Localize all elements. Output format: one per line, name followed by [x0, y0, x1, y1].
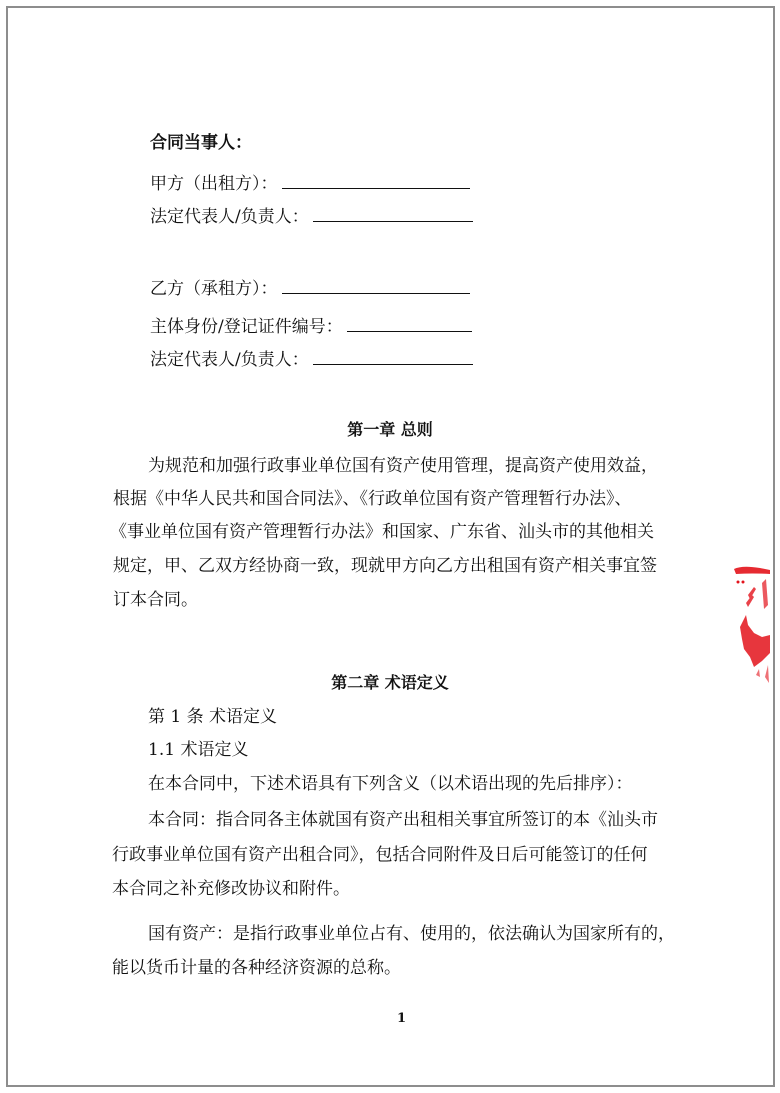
chapter1-title: 第一章 总则	[347, 420, 433, 439]
article-1-heading: 第 1 条 术语定义	[148, 707, 278, 727]
party-a-label: 甲方（出租方）：	[150, 174, 278, 194]
party-b-rep-label: 法定代表人/负责人：	[150, 350, 309, 370]
definition-state-assets-line-1: 国有资产：是指行政事业单位占有、使用的，依法确认为国家所有的，	[148, 924, 675, 944]
party-a-row	[150, 172, 470, 194]
definition-contract-line-1: 本合同：指合同各主体就国有资产出租相关事宜所签订的本《汕头市	[148, 810, 658, 830]
chapter1-line-3: 《事业单位国有资产管理暂行办法》和国家、广东省、汕头市的其他相关	[110, 522, 654, 542]
party-a-rep-blank[interactable]	[313, 205, 473, 222]
party-a-rep-label: 法定代表人/负责人：	[150, 207, 309, 227]
party-b-label: 乙方（承租方）：	[150, 279, 278, 299]
chapter2-title: 第二章 术语定义	[331, 673, 449, 692]
section-1-1-heading: 1.1 术语定义	[148, 740, 249, 760]
party-a-blank[interactable]	[282, 172, 470, 189]
chapter1-line-4: 规定，甲、乙双方经协商一致，现就甲方向乙方出租国有资产相关事宜签	[113, 556, 657, 576]
chapter1-line-2: 根据《中华人民共和国合同法》、《行政单位国有资产管理暂行办法》、	[113, 489, 632, 509]
chapter1-line-1: 为规范和加强行政事业单位国有资产使用管理，提高资产使用效益，	[148, 456, 658, 476]
party-b-rep-row	[150, 348, 473, 370]
party-b-row	[150, 277, 470, 299]
party-b-id-row	[150, 315, 472, 337]
party-b-blank[interactable]	[282, 277, 470, 294]
page-number: 1	[397, 1011, 407, 1026]
definition-state-assets-line-2: 能以货币计量的各种经济资源的总称。	[112, 958, 401, 978]
party-b-id-blank[interactable]	[347, 315, 472, 332]
party-b-id-label: 主体身份/登记证件编号：	[150, 317, 343, 337]
definition-contract-line-3: 本合同之补充修改协议和附件。	[112, 879, 350, 899]
party-b-rep-blank[interactable]	[313, 348, 473, 365]
party-a-rep-row	[150, 205, 473, 227]
chapter1-line-5: 订本合同。	[113, 590, 198, 610]
definitions-intro: 在本合同中，下述术语具有下列含义（以术语出现的先后排序）：	[148, 774, 633, 794]
seal-stamp-fragment	[732, 565, 772, 685]
definition-contract-line-2: 行政事业单位国有资产出租合同》，包括合同附件及日后可能签订的任何	[112, 845, 648, 865]
parties-heading: 合同当事人：	[150, 133, 252, 153]
